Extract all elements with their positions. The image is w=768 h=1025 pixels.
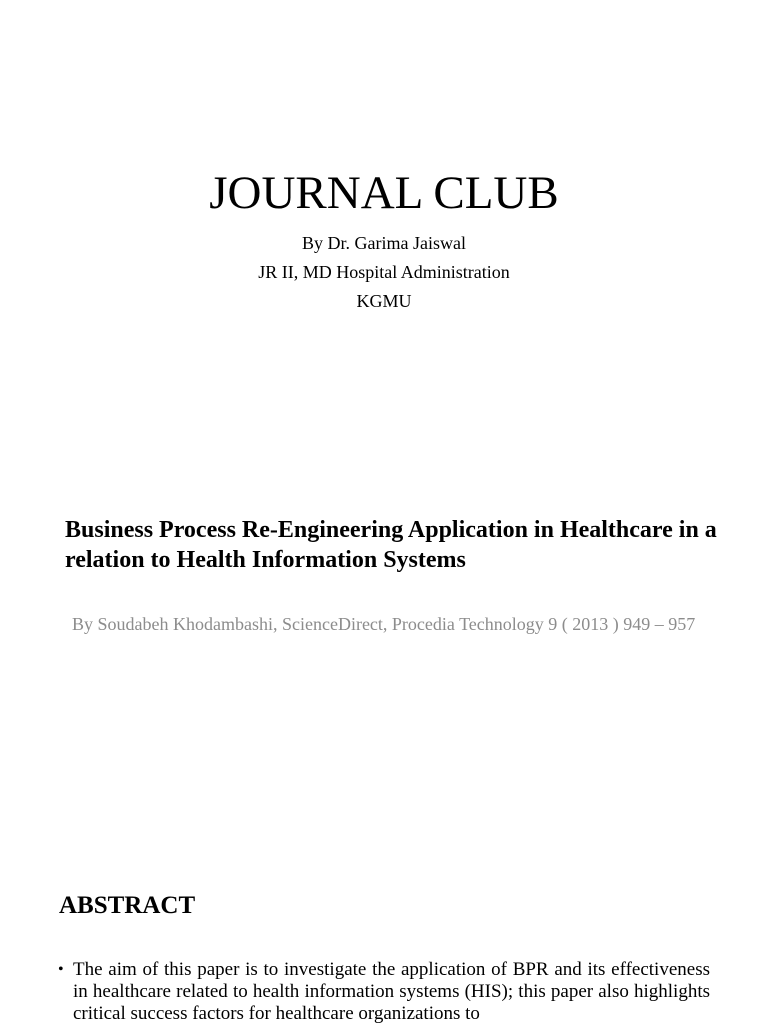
abstract-slide [0,880,768,1024]
page-title: JOURNAL CLUB [209,167,559,219]
bullet-icon: • [58,961,64,978]
presenter-info [0,229,768,316]
paper-citation: By Soudabeh Khodambashi, ScienceDirect, Procedia Technology 9 ( 2013 ) 949 – 957 [72,614,696,634]
presenter-position: JR II, MD Hospital Administration [258,262,510,282]
abstract-list [58,959,710,1025]
title-slide [0,0,768,360]
presenter-institution: KGMU [356,291,412,311]
abstract-heading: ABSTRACT [59,892,196,919]
list-item [58,959,710,1025]
presenter-name: By Dr. Garima Jaiswal [302,233,466,253]
abstract-item-text: The aim of this paper is to investigate the application of BPR and its effectiveness in healthcare related to health information systems (HIS); this paper also highlights critical success factors for healthcare organizations to [73,959,710,1024]
paper-title: Business Process Re-Engineering Application in Healthcare in a relation to Health Information Systems [65,517,717,573]
